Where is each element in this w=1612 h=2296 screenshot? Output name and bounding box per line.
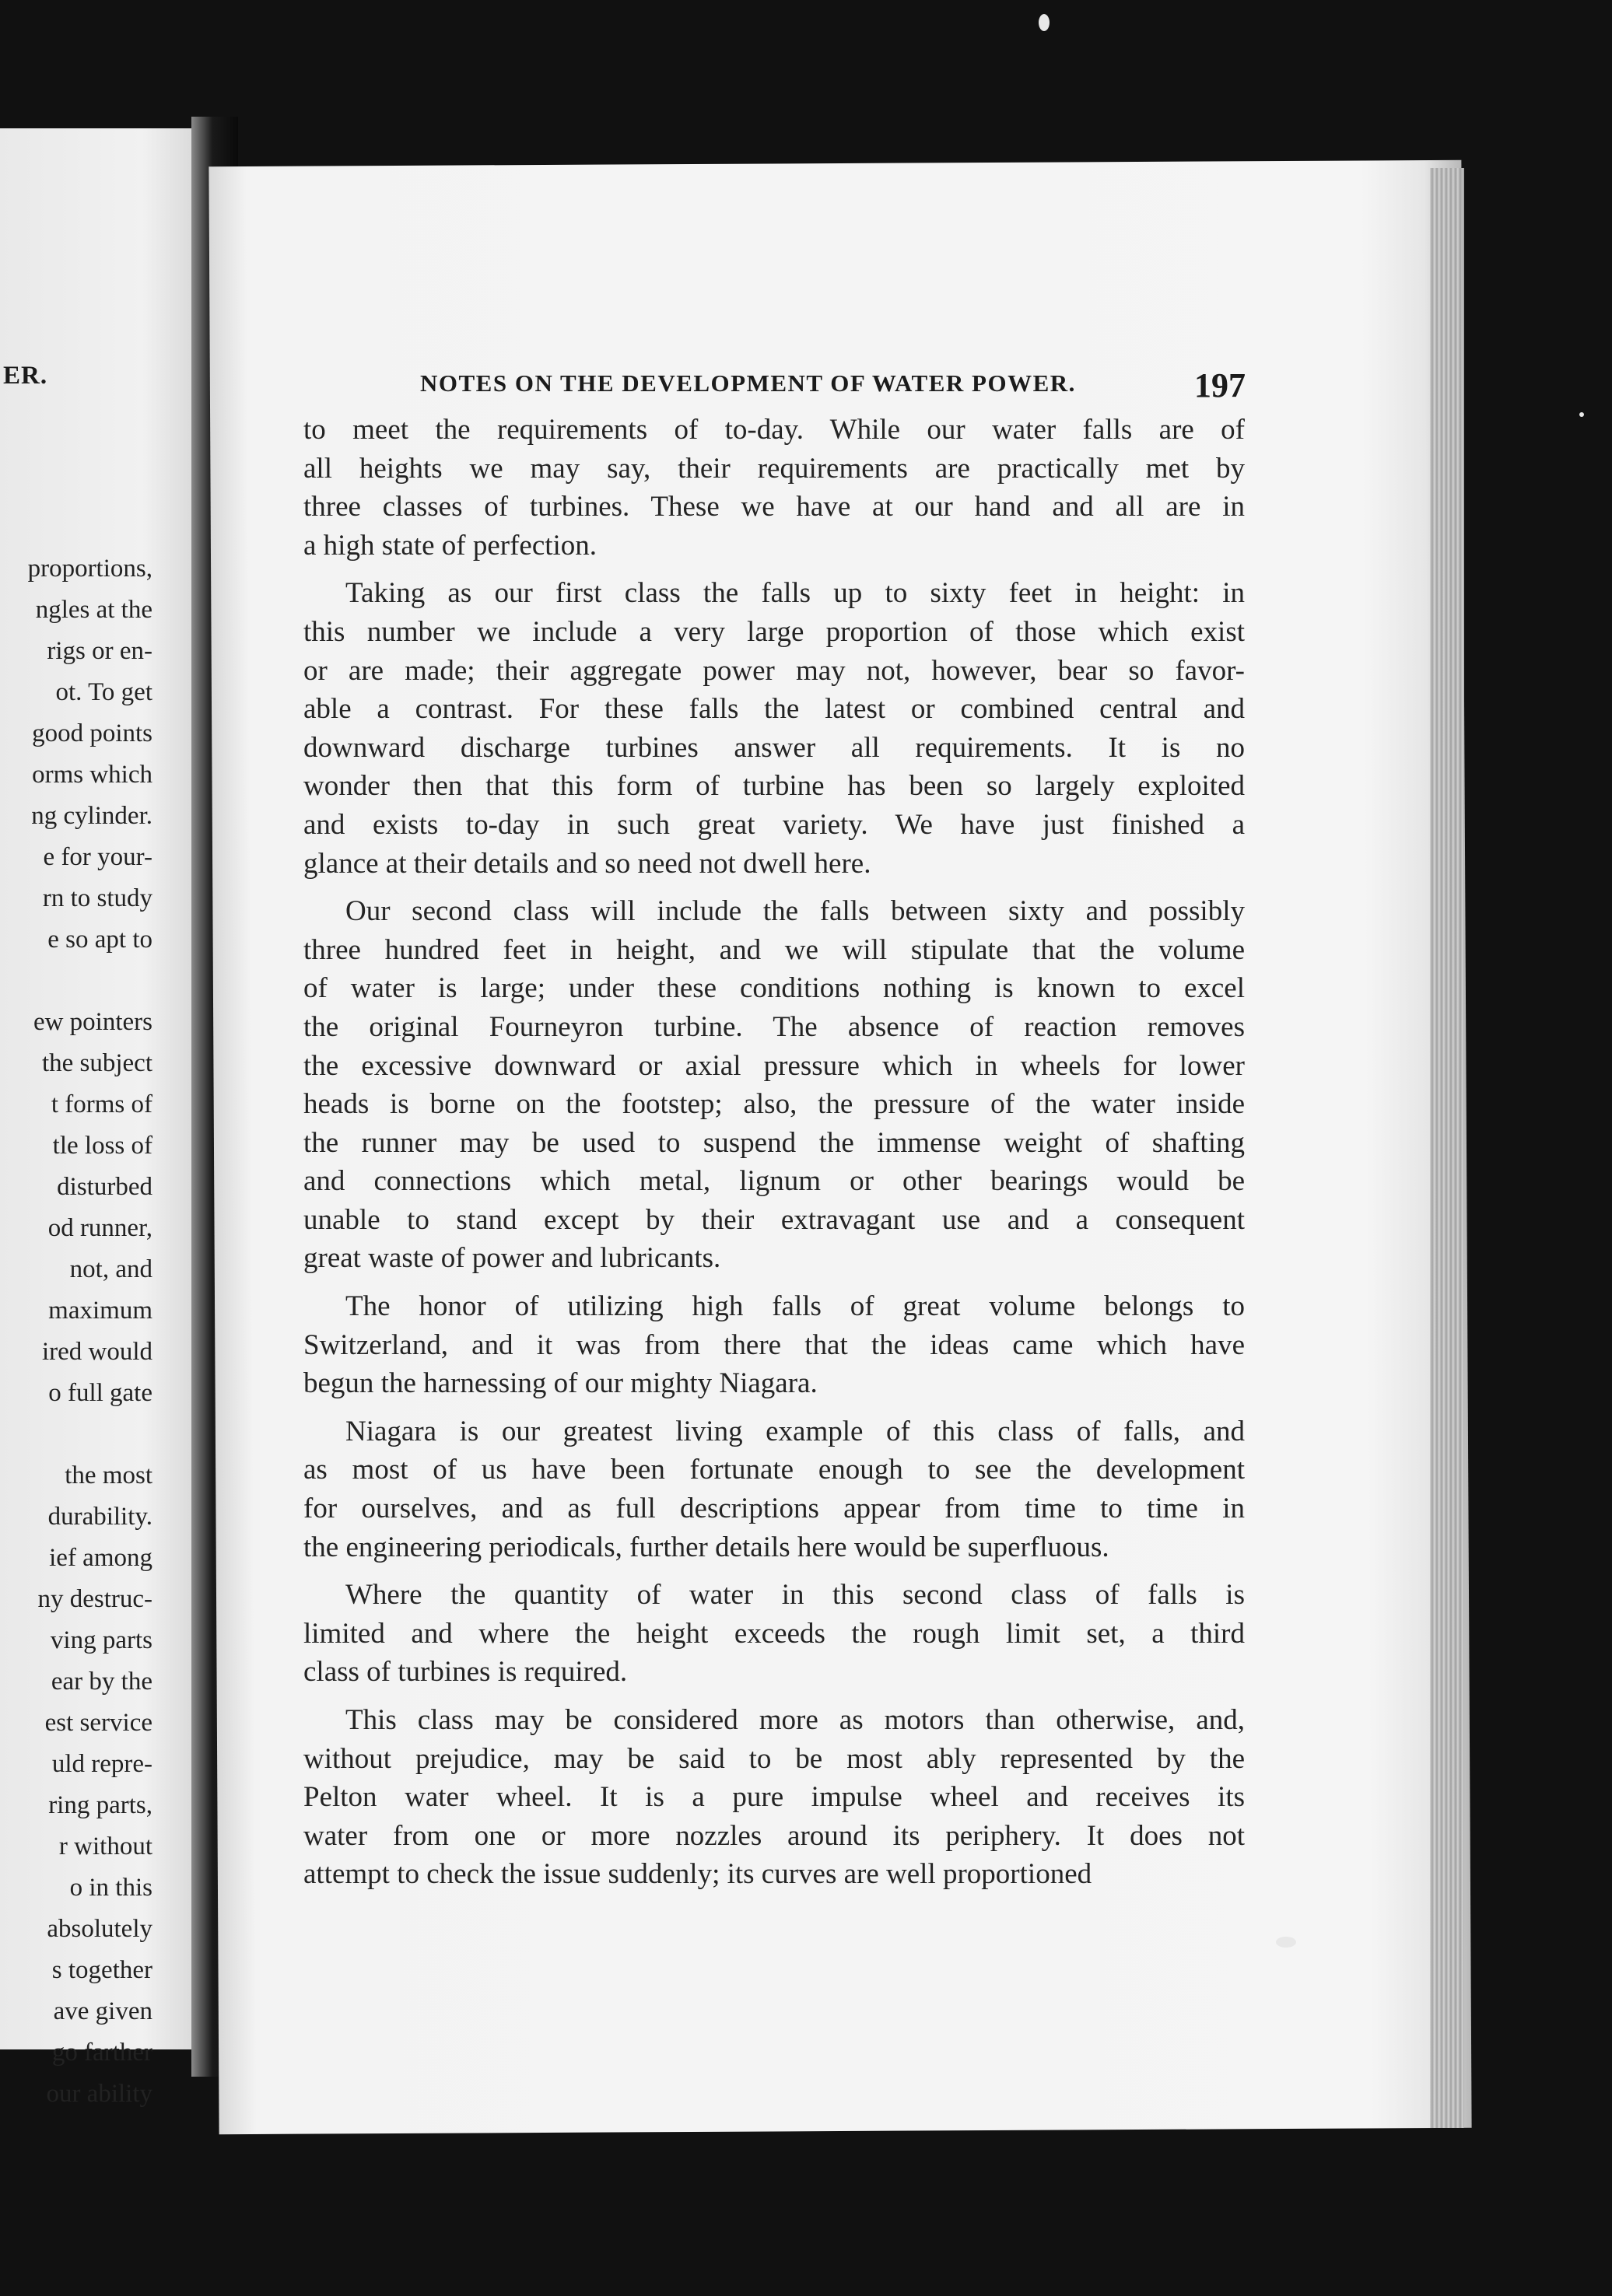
left-page-line-fragment: the subject [41,1049,152,1077]
left-page-line-fragment: our ability [46,2080,152,2108]
text-line: Switzerland, and it was from there that the ideas came which have [303,1328,1245,1361]
left-page-line-fragment: tle loss of [52,1132,152,1160]
text-line: the runner may be used to suspend the immense weight of shafting [303,1126,1245,1159]
left-page-line-fragment: rigs or en- [47,637,152,665]
left-page-line-fragment: ring parts, [48,1791,152,1819]
left-page-line-fragment: go farther [51,2039,152,2067]
text-line: to meet the requirements of to-day. While our water falls are of [303,414,1245,446]
left-page-line-fragment: ngles at the [35,596,152,624]
left-page-line-fragment: r without [58,1832,152,1860]
text-line: the excessive downward or axial pressure which in wheels for lower [303,1049,1245,1082]
text-line: begun the harnessing of our mighty Niagara. [303,1367,818,1400]
left-page-line-fragment: ave given [53,1997,152,2025]
left-page-line-fragment: good points [32,719,152,747]
paragraph [303,574,1245,883]
text-line: heads is borne on the footstep; also, the pressure of the water inside [303,1088,1245,1121]
body-text [303,411,1245,1894]
left-page [0,128,204,2108]
text-line: without prejudice, may be said to be most ably represented by the [303,1742,1245,1775]
left-page-line-fragment: disturbed [57,1173,152,1201]
text-line: class of turbines is required. [303,1656,628,1689]
left-page-line-fragment: ief among [49,1544,152,1572]
text-line: three classes of turbines. These we have at our hand and all are in [303,491,1245,523]
left-page-line-fragment: ng cylinder. [31,802,152,830]
text-line: water from one or more nozzles around its periphery. It does not [303,1819,1245,1852]
left-page-line-fragment: the most [65,1461,152,1489]
left-page-line-fragment: s together [51,1956,152,1984]
text-line: Taking as our first class the falls up to sixty feet in height: in [345,577,1245,610]
text-line: all heights we may say, their requirements are practically met by [303,452,1245,485]
text-line: wonder then that this form of turbine has been so largely exploited [303,770,1245,803]
text-line: a high state of perfection. [303,529,597,562]
text-line: The honor of utilizing high falls of great volume belongs to [345,1290,1245,1323]
text-line: able a contrast. For these falls the latest or combined central and [303,693,1245,726]
text-line: as most of us have been fortunate enough to see the development [303,1454,1245,1486]
paragraph [303,1287,1245,1403]
left-running-head-fragment: ER. [3,362,48,390]
page-edges [1430,168,1464,2128]
left-page-line-fragment: od runner, [47,1214,152,1242]
running-head: NOTES ON THE DEVELOPMENT OF WATER POWER. [420,369,1076,397]
paragraph [303,1412,1245,1566]
left-page-line-fragment: ired would [41,1338,152,1366]
left-page-line-fragment: maximum [48,1297,152,1325]
left-page-line-fragment [0,1414,152,1455]
text-line: Niagara is our greatest living example of this class of falls, and [345,1415,1245,1447]
paragraph [303,1701,1245,1894]
left-page-line-fragment: ny destruc- [37,1585,152,1613]
left-page-line-fragment [0,961,152,1002]
text-line: downward discharge turbines answer all requirements. It is no [303,731,1245,764]
text-line: attempt to check the issue suddenly; its curves are well proportioned [303,1858,1092,1891]
left-page-line-fragment: uld repre- [51,1750,152,1778]
left-page-line-fragment: durability. [47,1503,152,1531]
text-line: unable to stand except by their extravagant use and a consequent [303,1203,1245,1236]
left-page-line-fragment: orms which [32,761,152,789]
left-page-line-fragment: e so apt to [47,926,152,954]
text-line: for ourselves, and as full descriptions appear from time to time in [303,1493,1245,1525]
left-page-line-fragment: t forms of [51,1090,152,1118]
paragraph [303,892,1245,1278]
left-page-line-fragment: not, and [69,1255,152,1283]
left-page-line-fragment: rn to study [42,884,152,912]
paragraph [303,411,1245,565]
left-page-line-fragment: o full gate [48,1379,152,1407]
left-page-text-column [0,548,152,2115]
text-line: the original Fourneyron turbine. The absence of reaction removes [303,1010,1245,1043]
page-number: 197 [1194,366,1246,404]
text-line: or are made; their aggregate power may not, however, bear so favor- [303,654,1245,687]
left-page-line-fragment: o in this [69,1874,152,1902]
text-line: of water is large; under these conditions nothing is known to excel [303,972,1245,1005]
left-page-line-fragment: ot. To get [55,678,152,706]
text-line: this number we include a very large proportion of those which exist [303,615,1245,648]
text-line: and exists to-day in such great variety. We have just finished a [303,808,1245,841]
left-page-line-fragment: ving parts [50,1626,152,1654]
text-line: and connections which metal, lignum or other bearings would be [303,1165,1245,1198]
text-line: limited and where the height exceeds the rough limit set, a third [303,1617,1245,1650]
text-line: Our second class will include the falls between sixty and possibly [345,895,1245,928]
text-line: great waste of power and lubricants. [303,1242,721,1275]
text-line: the engineering periodicals, further details here would be superfluous. [303,1531,1109,1563]
text-line: three hundred feet in height, and we will stipulate that the volume [303,933,1245,966]
left-page-line-fragment: est service [44,1709,152,1737]
text-line: Pelton water wheel. It is a pure impulse wheel and receives its [303,1781,1245,1814]
dust-speck [1039,14,1050,31]
dust-speck [1276,1937,1296,1948]
text-line: This class may be considered more as motors than otherwise, and, [345,1704,1245,1736]
left-page-line-fragment: e for your- [43,843,152,871]
dust-speck [1579,412,1584,417]
text-line: glance at their details and so need not dwell here. [303,847,871,880]
left-page-line-fragment: ear by the [51,1668,152,1696]
left-page-line-fragment: proportions, [27,555,152,583]
left-page-line-fragment: absolutely [47,1915,152,1943]
text-line: Where the quantity of water in this second class of falls is [345,1579,1245,1612]
left-page-line-fragment: ew pointers [33,1008,152,1036]
paragraph [303,1576,1245,1692]
